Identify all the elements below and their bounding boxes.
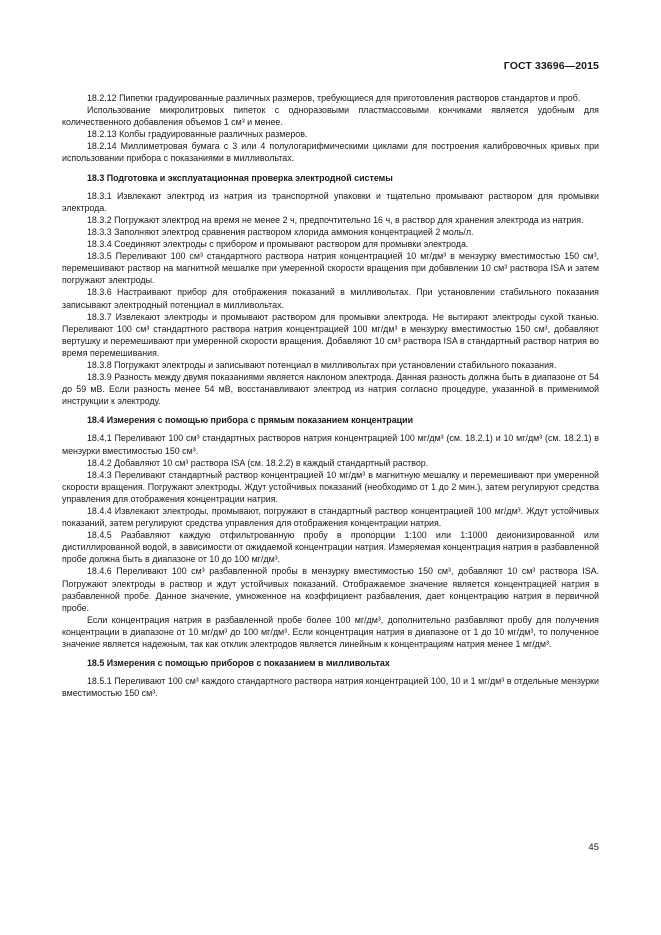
paragraph-18-3-3: 18.3.3 Заполняют электрод сравнения раствором хлорида аммония концентрацией 2 моль/л. [87, 226, 474, 237]
paragraph-18-3-1: 18.3.1 Извлекают электрод из натрия из транспортной упаковки и тщательно промывают раствором для промывки электрода. [62, 190, 599, 213]
paragraph-micropipettes: Использование микролитровых пипеток с одноразовыми пластмассовыми кончиками является удобным для количественного добавления объемов 1 см³ и менее. [62, 105, 599, 128]
paragraph-18-3-5: 18.3.5 Переливают 100 см³ стандартного раствора натрия концентрацией 10 мг/дм³ в мензурку вместимостью 150 см³, перемешивают раствор на магнитной мешалке при умеренной скорости вращения при добавлении 10 см³ раствора ISA и затем погружают электроды. [62, 251, 599, 286]
paragraph-18-3-8: 18.3.8 Погружают электроды и записывают потенциал в милливольтах при установлении стабильного показания. [87, 359, 557, 370]
paragraph-18-4-2: 18.4.2 Добавляют 10 см³ раствора ISA (см. 18.2.2) в каждый стандартный раствор. [87, 457, 429, 468]
paragraph-18-4-3: 18.4.3 Переливают стандартный раствор концентрацией 10 мг/дм³ в магнитную мешалку и перемешивают при умеренной скорости вращения. Погружают электроды. Ждут устойчивых показаний (необходимо от 1 до 2 мин.), затем регулируют средства управления для отображения концентрации натрия. [62, 469, 599, 504]
paragraph-18-4-1: 18.4.1 Переливают 100 см³ стандартных растворов натрия концентрацией 100 мг/дм³ (см. 18.2.1) и 10 мг/дм³ (см. 18.2.1) в мензурки вместимостью 150 см³. [62, 433, 599, 456]
document-body [62, 92, 599, 699]
paragraph-18-2-13: 18.2.13 Колбы градуированные различных размеров. [87, 129, 308, 140]
page-number: 45 [588, 842, 599, 853]
paragraph-18-3-9: 18.3.9 Разность между двумя показаниями является наклоном электрода. Данная разность должна быть в диапазоне от 54 до 59 мВ. Если разность менее 54 мВ, восстанавливают электрод из натрия согласно процедуре, указанной в применимой инструкции к электроду. [62, 372, 599, 407]
paragraph-18-4-5: 18.4.5 Разбавляют каждую отфильтрованную пробу в пропорции 1:100 или 1:1000 деионизированной или дистиллированной водой, в зависимости от ожидаемой концентрации натрия. Измеряемая концентрация натрия в разбавленной пробе должна быть в диапазоне от 10 до 100 мг/дм³. [62, 530, 599, 565]
paragraph-18-2-14: 18.2.14 Миллиметровая бумага с 3 или 4 полулогарифмическими циклами для построения калибровочных кривых при использовании прибора с показаниями в милливольтах. [62, 141, 599, 164]
document-code: ГОСТ 33696—2015 [503, 60, 599, 72]
paragraph-18-3-4: 18.3.4 Соединяют электроды с прибором и промывают раствором для промывки электрода. [87, 239, 469, 250]
paragraph-dilution-note: Если концентрация натрия в разбавленной пробе более 100 мг/дм³, дополнительно разбавляют пробу для получения концентрации в диапазоне от 10 мг/дм³ до 100 мг/дм³. Если концентрация натрия в диапазоне от 1 до 10 мг/дм³, то полученное значение является надежным, так как отклик электродов является линейным к концентрациям натрия менее 1 мг/дм³. [62, 614, 599, 650]
paragraph-18-3-2: 18.3.2 Погружают электрод на время не менее 2 ч, предпочтительно 16 ч, в раствор для хранения электрода из натрия. [87, 214, 584, 225]
paragraph-18-3-7: 18.3.7 Извлекают электроды и промывают раствором для промывки электрода. Не вытирают электроды сухой тканью. Переливают 100 см³ стандартного раствора натрия концентрацией 100 мг/дм³ в мензурку вместимостью 150 см³, добавляют вертушку и перемешивают при умеренной скорости вращения. Добавляют 10 см³ раствора ISA в стандартный раствор натрия во время перемешивания. [62, 311, 599, 358]
paragraph-18-4-4: 18.4.4 Извлекают электроды, промывают, погружают в стандартный раствор концентрацией 100 мг/дм³. Ждут устойчивых показаний, затем регулируют средства управления для отображения концентрации натрия. [62, 506, 599, 529]
paragraph-18-4-6: 18.4.6 Переливают 100 см³ разбавленной пробы в мензурку вместимостью 150 см³, добавляют 10 см³ раствора ISA. Погружают электроды в раствор и ждут устойчивых показаний. Отображаемое значение является концентрацией натрия в разбавленной пробе. Данное значение, умноженное на коэффициент разбавления, дает концентрацию натрия в первичной пробе. [62, 566, 599, 613]
paragraph-18-5-1: 18.5.1 Переливают 100 см³ каждого стандартного раствора натрия концентрацией 100, 10 и 1 мг/дм³ в отдельные мензурки вместимостью 150 см³. [62, 676, 599, 699]
section-heading-18-3: 18.3 Подготовка и эксплуатационная проверка электродной системы [87, 172, 393, 183]
paragraph-18-3-6: 18.3.6 Настраивают прибор для отображения показаний в милливольтах. При установлении стабильного показания записывают электродный потенциал в милливольтах. [62, 287, 599, 310]
section-heading-18-4: 18.4 Измерения с помощью прибора с прямым показанием концентрации [87, 415, 414, 426]
section-heading-18-5: 18.5 Измерения с помощью приборов с показанием в милливольтах [87, 658, 390, 669]
paragraph-18-2-12: 18.2.12 Пипетки градуированные различных размеров, требующиеся для приготовления растворов стандартов и проб. [87, 93, 581, 103]
